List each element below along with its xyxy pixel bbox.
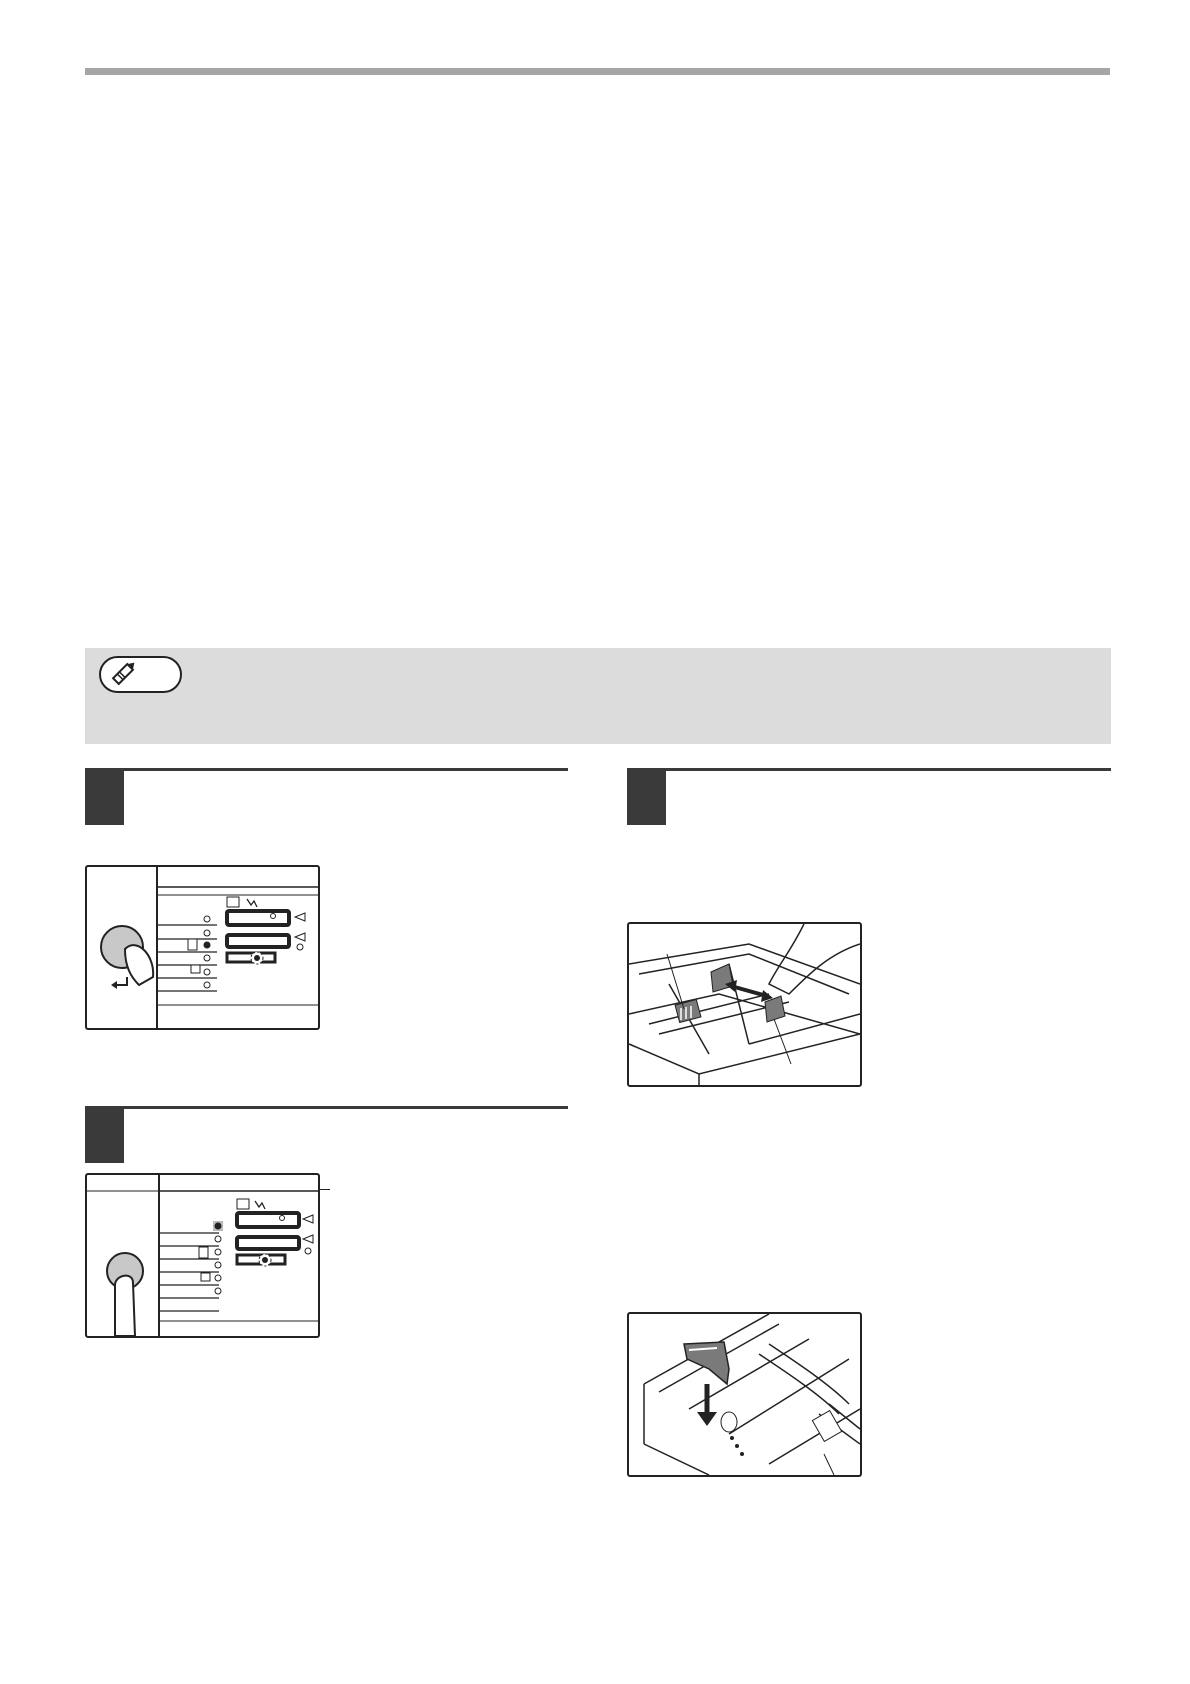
- step-2-rule: [85, 1106, 568, 1109]
- note-badge: [99, 656, 182, 693]
- pencil-note-icon: [101, 658, 180, 691]
- step-1-rule: [85, 768, 568, 771]
- operation-panel-figure-1: [85, 865, 320, 1030]
- operation-panel-figure-2: [85, 1173, 320, 1338]
- paper-tray-guide-figure: [627, 922, 862, 1087]
- note-box: [85, 648, 1111, 744]
- paper-size-plate-figure: [627, 1312, 862, 1477]
- step-1-marker: [85, 768, 124, 825]
- step-2-marker: [85, 1106, 124, 1163]
- step-3-rule: [627, 768, 1111, 771]
- top-rule: [85, 68, 1110, 75]
- figure-2-callout-line: [318, 1189, 330, 1190]
- step-3-marker: [627, 768, 666, 825]
